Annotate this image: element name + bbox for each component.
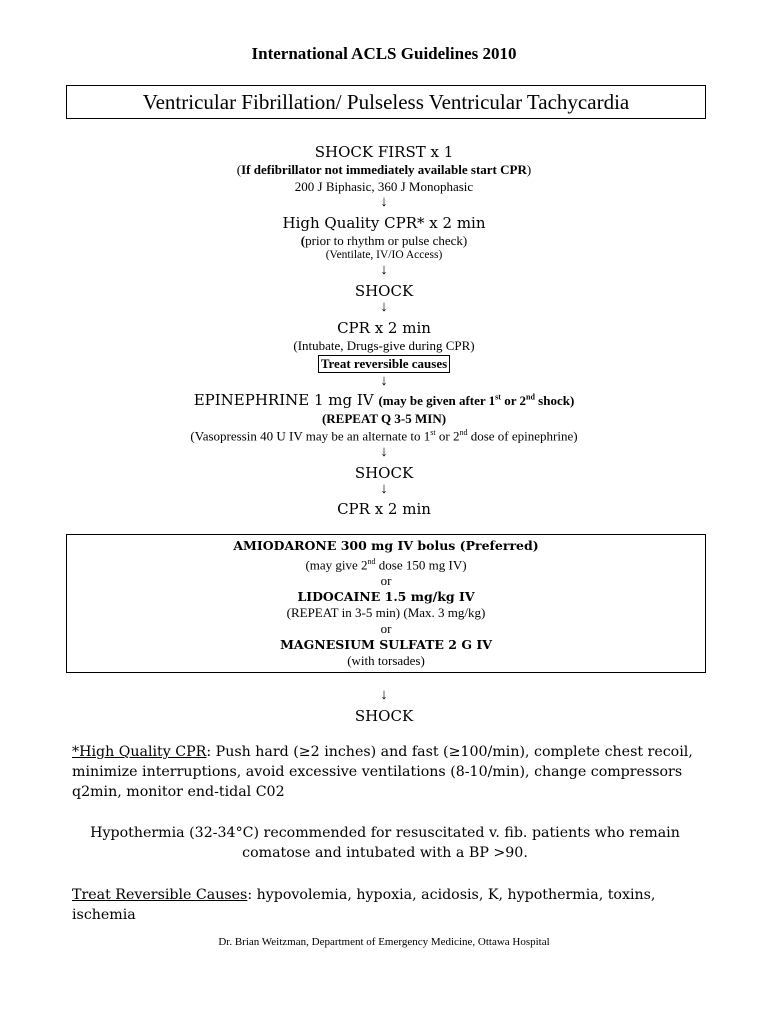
down-arrow-icon: ↓ [380,481,388,497]
epi-repeat-text: (REPEAT Q 3-5 MIN) [321,411,447,426]
down-arrow-icon: ↓ [380,194,388,210]
or-separator: or [380,621,392,637]
epinephrine-timing [378,393,574,408]
epi-note-b: or 2 [500,393,526,408]
down-arrow-icon: ↓ [380,687,388,703]
down-arrow-icon: ↓ [380,262,388,278]
reversible-causes-text: : hypovolemia, hypoxia, acidosis, K, hypothermia, toxins, ischemia [72,887,656,923]
shock-step-2: SHOCK [354,464,414,482]
treat-reversible-box: Treat reversible causes [318,355,450,373]
or-separator: or [380,573,392,589]
footer-credit: Dr. Brian Weitzman, Department of Emergency Medicine, Ottawa Hospital [218,936,550,948]
reversible-causes-label: Treat Reversible Causes [72,887,248,903]
sup-st: st [430,428,436,437]
shock-step: SHOCK [354,282,414,300]
sup-nd: nd [459,428,468,437]
antiarrhythmic-box [66,534,706,673]
shock-step-3: SHOCK [354,707,414,725]
hq-cpr-definition [72,742,702,802]
vaso-a: (Vasopressin 40 U IV may be an alternate to 1 [190,428,431,444]
epinephrine-label: EPINEPHRINE 1 mg IV [193,391,374,409]
down-arrow-icon: ↓ [380,373,388,389]
paren-open: ( [300,233,306,248]
cpr-note: (Intubate, Drugs-give during CPR) [293,338,475,353]
vasopressin-note [0,428,768,444]
magnesium-note: (with torsades) [347,653,425,669]
down-arrow-icon: ↓ [380,299,388,315]
paren-open: ( [236,162,242,177]
hq-cpr-note-text: prior to rhythm or pulse check) [305,233,468,248]
sup-nd: nd [367,557,376,566]
hq-cpr-note [0,233,768,249]
rhythm-title-box [66,85,706,119]
rhythm-title: Ventricular Fibrillation/ Pulseless Ventricular Tachycardia [142,90,630,114]
amiodarone-note [67,554,705,573]
epi-note-c: shock) [534,393,575,408]
hq-cpr-label: *High Quality CPR [72,744,207,760]
epinephrine-repeat [0,411,768,427]
document-title: International ACLS Guidelines 2010 [251,44,517,63]
epinephrine-step [0,391,768,409]
hq-cpr-text: : Push hard (≥2 inches) and fast (≥100/min), complete chest recoil, minimize interruptions, avoid excessive ventilations (8-10/min), change compressors q2min, monitor end-tidal C02 [72,744,693,800]
sup-st: st [495,392,501,402]
lidocaine: LIDOCAINE 1.5 mg/kg IV [297,589,475,605]
treat-reversible-row [0,355,768,373]
vaso-b: or 2 [435,428,460,444]
cpr-step: CPR x 2 min [337,319,431,337]
no-defib-text: If defibrillator not immediately available start CPR [241,162,527,177]
sup-nd: nd [526,392,535,402]
epi-note-a: (may be given after 1 [378,393,496,408]
no-defib-note [0,162,768,178]
shock-first: SHOCK FIRST x 1 [314,143,454,161]
magnesium: MAGNESIUM SULFATE 2 G IV [280,637,492,653]
hq-cpr-step: High Quality CPR* x 2 min [282,214,486,232]
cpr-step-2: CPR x 2 min [337,500,431,518]
lidocaine-note: (REPEAT in 3-5 min) (Max. 3 mg/kg) [286,605,486,621]
hq-cpr-sub: (Ventilate, IV/IO Access) [325,249,443,261]
down-arrow-icon: ↓ [380,444,388,460]
amiodarone: AMIODARONE 300 mg IV bolus (Preferred) [233,538,539,553]
amio-note-a: (may give 2 [305,557,368,573]
hypothermia-note: Hypothermia (32-34°C) recommended for resuscitated v. fib. patients who remain comatose and intubated with a BP >90. [90,825,680,861]
amio-note-b: dose 150 mg IV) [375,557,467,573]
energy-note: 200 J Biphasic, 360 J Monophasic [294,179,474,194]
paren-close: ) [526,162,532,177]
reversible-causes [72,885,702,925]
vaso-c: dose of epinephrine) [467,428,578,444]
